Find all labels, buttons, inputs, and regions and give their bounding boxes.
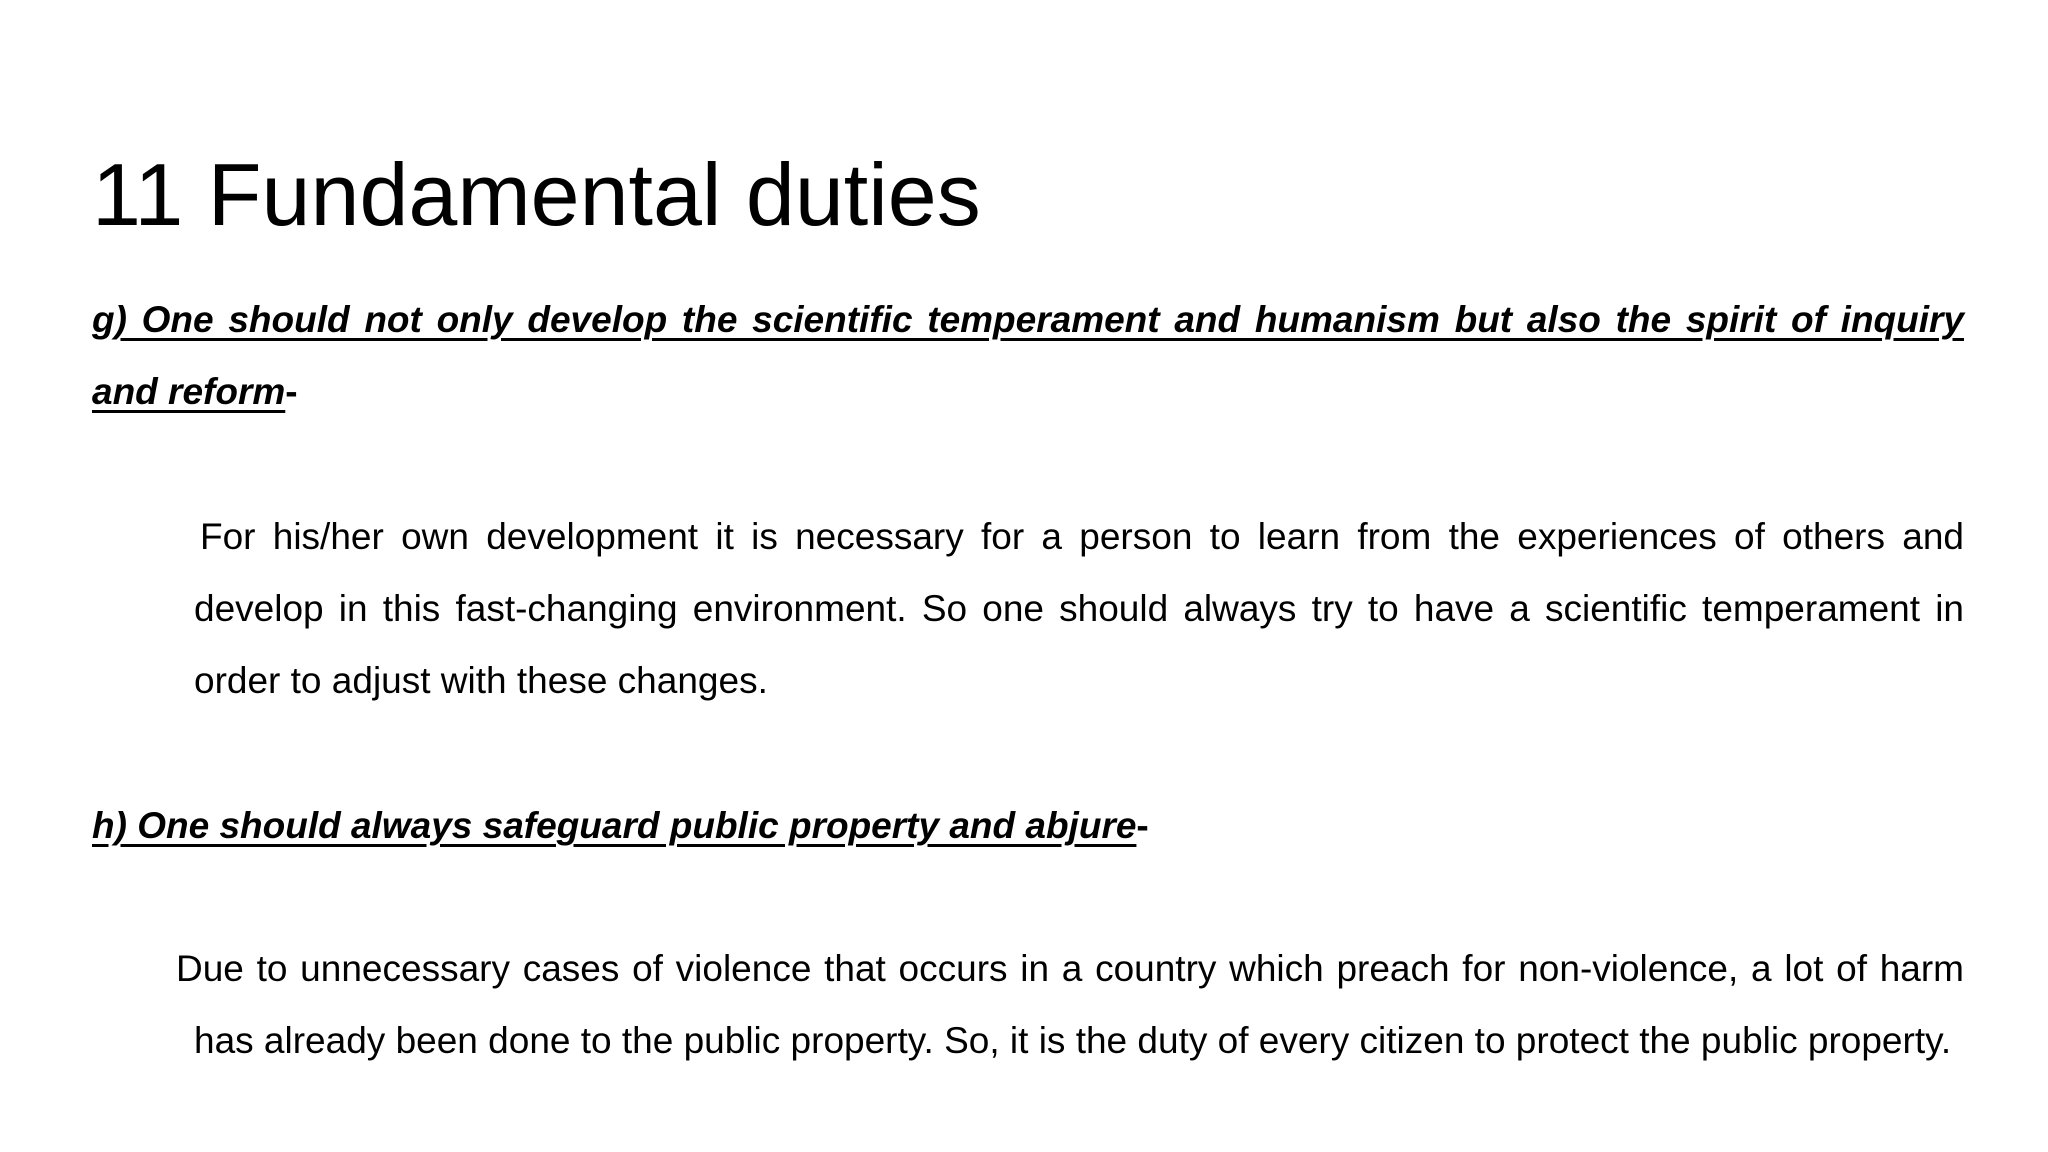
section-body-h: Due to unnecessary cases of violence that occurs in a country which preach for non-violence, a lot of harm has already been done to the public property. So, it is the duty of every citizen to protect the public property. — [176, 948, 1964, 1061]
page-title: 11 Fundamental duties — [92, 145, 981, 244]
section-heading-h-text: h) One should always safeguard public property and abjure — [92, 805, 1137, 846]
section-heading-h-dash: - — [1136, 805, 1149, 846]
section-body-g: For his/her own development it is necessary for a person to learn from the experiences of others and develop in this fast-changing environment. So one should always try to have a scientific temperament in order to adjust with these changes. — [194, 516, 1964, 701]
section-heading-g-dash: - — [285, 371, 298, 412]
section-heading-h — [92, 790, 1964, 862]
section-heading-g-text: g) One should not only develop the scientific temperament and humanism but also the spirit of inquiry and reform — [92, 299, 1964, 412]
section-heading-g — [92, 284, 1964, 428]
